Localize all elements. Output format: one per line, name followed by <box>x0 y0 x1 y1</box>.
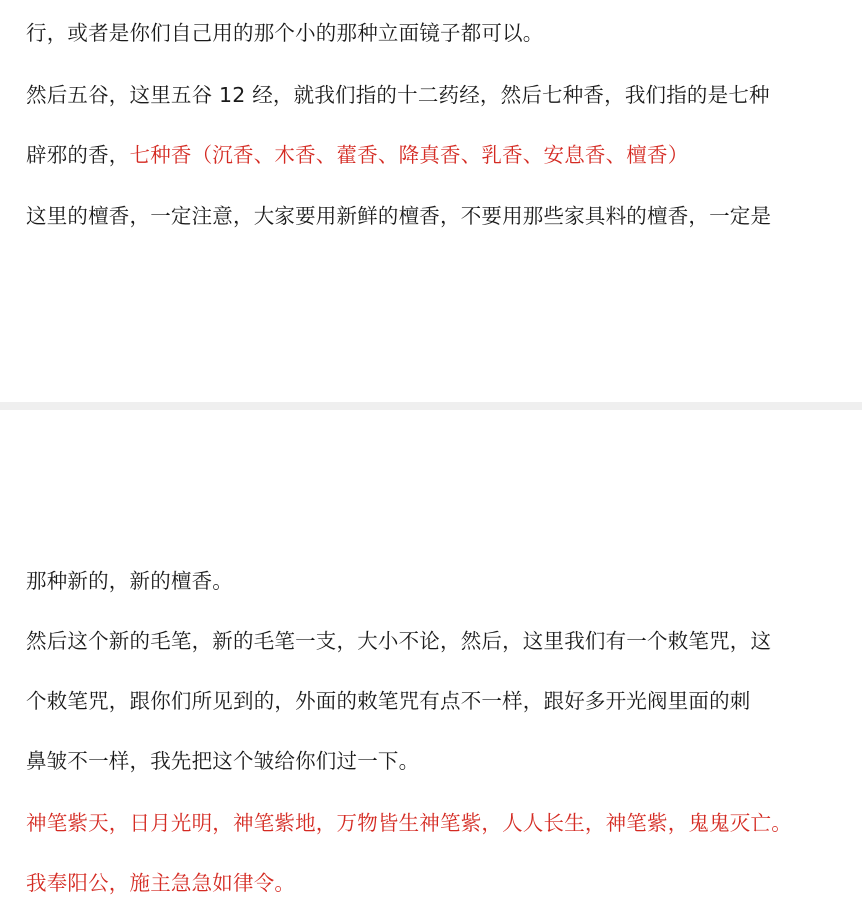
document-page-top <box>0 0 862 402</box>
paragraph-line: 那种新的，新的檀香。 <box>26 569 233 593</box>
highlighted-incense-list: 七种香（沉香、木香、藿香、降真香、乳香、安息香、檀香） <box>129 143 689 167</box>
paragraph-line: 行，或者是你们自己用的那个小的那种立面镜子都可以。 <box>26 21 544 45</box>
paragraph-text: 辟邪的香， <box>26 143 130 167</box>
paragraph-line: 然后这个新的毛笔，新的毛笔一支，大小不论，然后，这里我们有一个敕笔咒，这 <box>26 629 772 653</box>
incantation-line: 我奉阳公，施主急急如律令。 <box>26 871 296 895</box>
page-separator <box>0 402 862 410</box>
paragraph-line: 个敕笔咒，跟你们所见到的，外面的敕笔咒有点不一样，跟好多开光阀里面的刺 <box>26 689 751 713</box>
incantation-line: 神笔紫天，日月光明，神笔紫地，万物皆生神笔紫，人人长生，神笔紫，鬼鬼灭亡。 <box>26 811 792 835</box>
paragraph-line: 鼻皱不一样，我先把这个皱给你们过一下。 <box>26 749 420 773</box>
document-page-bottom <box>0 410 862 898</box>
paragraph-line: 然后五谷，这里五谷 12 经，就我们指的十二药经，然后七种香，我们指的是七种 <box>26 83 770 107</box>
paragraph-line <box>26 140 688 170</box>
paragraph-line: 这里的檀香，一定注意，大家要用新鲜的檀香，不要用那些家具料的檀香，一定是 <box>26 204 772 228</box>
